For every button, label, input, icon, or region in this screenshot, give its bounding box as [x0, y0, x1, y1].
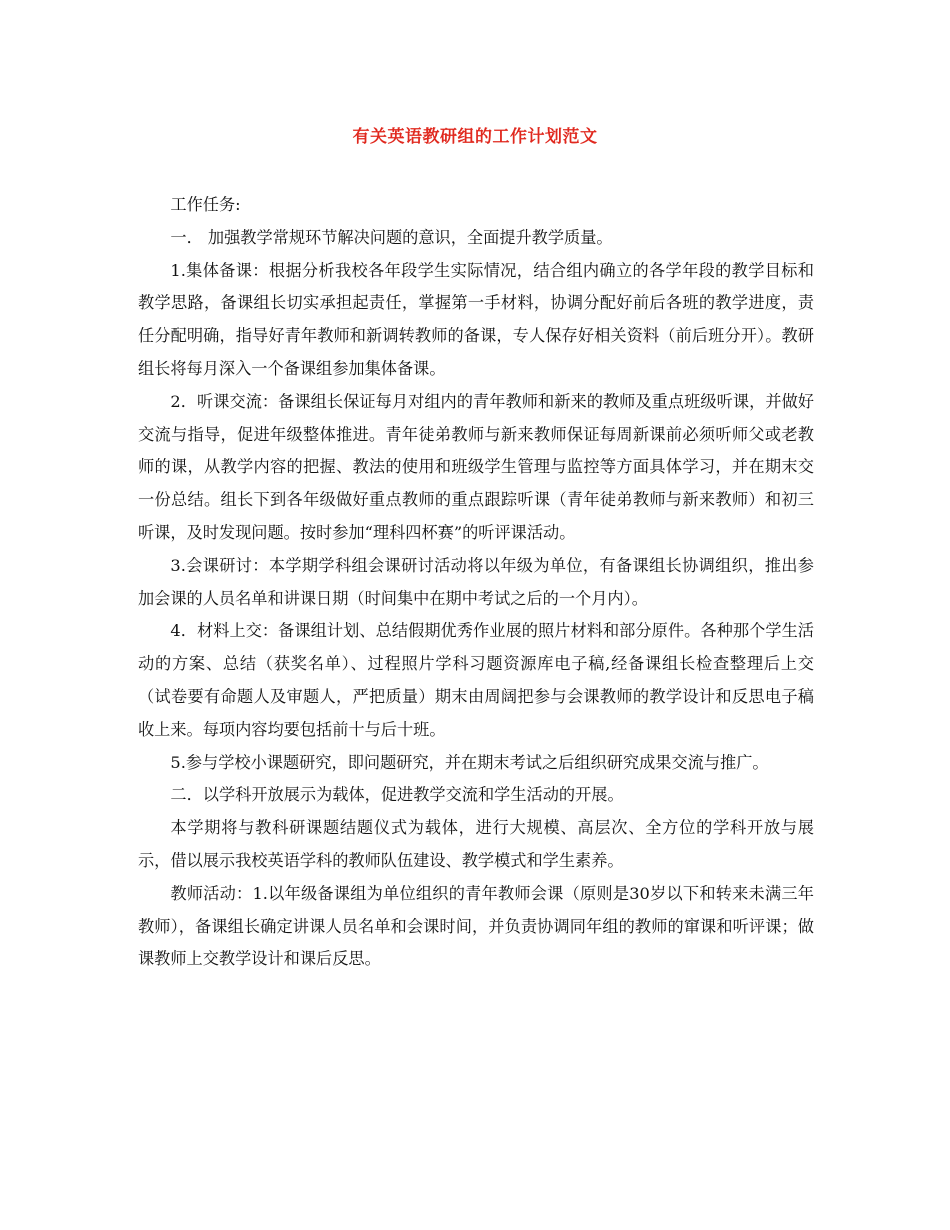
paragraph-collective-lesson-prep: 1.集体备课：根据分析我校各年段学生实际情况，结合组内确立的各学年段的教学目标和教学思路，备课组长切实承担起责任，掌握第一手材料，协调分配好前后各班的教学进度，责任分配明确，指导好青年教师和新调转教师的备课，专人保存好相关资料（前后班分开）。教研组长将每月深入一个备课组参加集体备课。: [138, 260, 814, 378]
paragraph-work-tasks: 工作任务:: [170, 195, 241, 214]
document-title: 有关英语教研组的工作计划范文: [352, 127, 598, 147]
paragraph-lesson-observation: 2．听课交流：备课组长保证每月对组内的青年教师和新来的教师及重点班级听课，并做好交流与指导，促进年级整体推进。青年徒弟教师与新来教师保证每周新课前必须听师父或老教师的课，从教学内容的把握、教法的使用和班级学生管理与监控等方面具体学习，并在期末交一份总结。组长下到各年级做好重点教师的重点跟踪听课（青年徒弟教师与新来教师）和初三听课，及时发现问题。按时参加“理科四杯赛”的听评课活动。: [138, 391, 814, 542]
document-body: [138, 189, 814, 976]
paragraph-semester-open-display: 本学期将与教科研课题结题仪式为载体，进行大规模、高层次、全方位的学科开放与展示，借以展示我校英语学科的教师队伍建设、教学模式和学生素养。: [138, 818, 814, 870]
paragraph-small-topic-research: 5.参与学校小课题研究，即问题研究，并在期末考试之后组织研究成果交流与推广。: [170, 752, 769, 772]
paragraph-section-two-heading: 二．以学科开放展示为载体，促进教学交流和学生活动的开展。: [170, 785, 624, 805]
paragraph-material-submission: 4．材料上交：备课组计划、总结假期优秀作业展的照片材料和部分原件。各种那个学生活动的方案、总结（获奖名单）、过程照片学科习题资源库电子稿,经备课组长检查整理后上交（试卷要有命题人及审题人，严把质量）期末由周阔把参与会课教师的教学设计和反思电子稿收上来。每项内容均要包括前十与后十班。: [138, 621, 814, 739]
paragraph-teacher-activities: 教师活动：1.以年级备课组为单位组织的青年教师会课（原则是30岁以下和转来未满三年教师），备课组长确定讲课人员名单和会课时间，并负责协调同年组的教师的窜课和听评课；做课教师上交教学设计和课后反思。: [138, 883, 814, 969]
paragraph-lesson-seminar: 3.会课研讨：本学期学科组会课研讨活动将以年级为单位，有备课组长协调组织，推出参加会课的人员名单和讲课日期（时间集中在期中考试之后的一个月内）。: [138, 555, 814, 608]
paragraph-section-one-heading: 一． 加强教学常规环节解决问题的意识，全面提升教学质量。: [170, 227, 613, 247]
